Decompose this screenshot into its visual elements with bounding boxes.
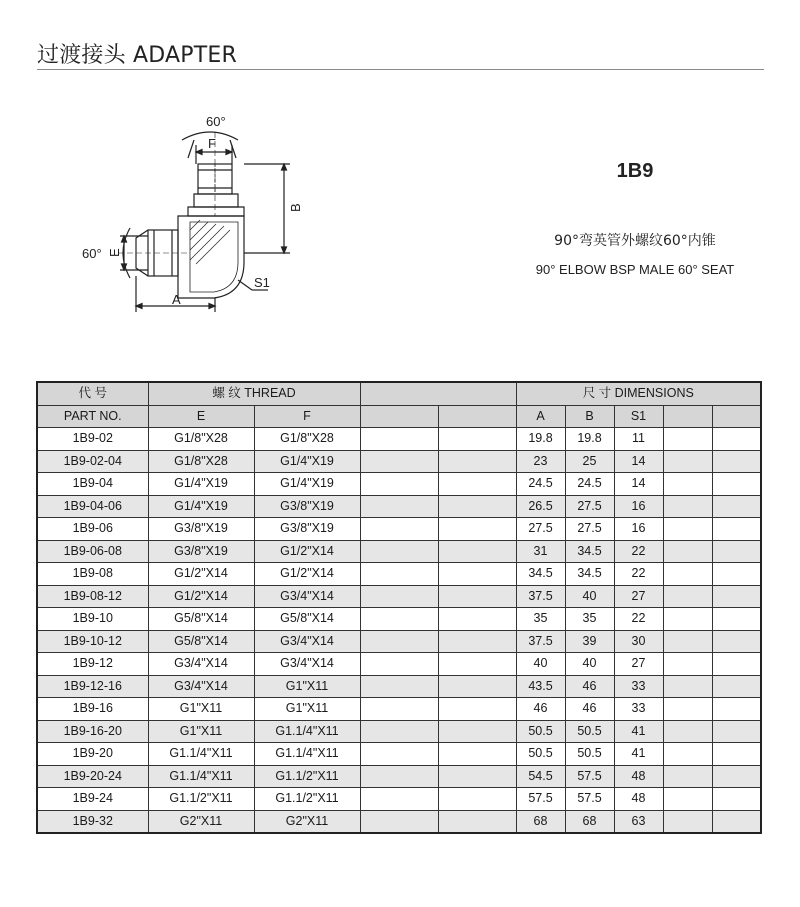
cell-dim-s1: 33 — [614, 698, 663, 721]
cell-blank — [438, 630, 516, 653]
title-divider — [37, 69, 764, 70]
cell-blank — [663, 675, 712, 698]
cell-dim-s1: 30 — [614, 630, 663, 653]
cell-blank — [438, 810, 516, 833]
cell-blank — [712, 720, 761, 743]
cell-blank — [663, 720, 712, 743]
table-row — [37, 608, 761, 631]
cell-dim-a: 27.5 — [516, 518, 565, 541]
cell-blank — [438, 788, 516, 811]
table-row — [37, 698, 761, 721]
cell-dim-a: 43.5 — [516, 675, 565, 698]
cell-dim-s1: 41 — [614, 743, 663, 766]
cell-blank — [360, 743, 438, 766]
cell-blank — [438, 563, 516, 586]
cell-part-no: 1B9-16-20 — [37, 720, 148, 743]
cell-blank — [360, 608, 438, 631]
cell-blank — [712, 630, 761, 653]
header-thread: 螺 纹 THREAD — [148, 382, 360, 405]
cell-blank — [663, 540, 712, 563]
table-row — [37, 765, 761, 788]
cell-dim-s1: 48 — [614, 788, 663, 811]
cell-blank — [663, 765, 712, 788]
cell-blank — [360, 698, 438, 721]
cell-thread-e: G5/8"X14 — [148, 608, 254, 631]
cell-part-no: 1B9-08 — [37, 563, 148, 586]
table-row — [37, 540, 761, 563]
cell-blank — [712, 675, 761, 698]
cell-part-no: 1B9-02-04 — [37, 450, 148, 473]
cell-blank — [360, 540, 438, 563]
cell-thread-e: G3/4"X14 — [148, 675, 254, 698]
cell-part-no: 1B9-12-16 — [37, 675, 148, 698]
spec-table — [36, 381, 762, 834]
table-row — [37, 428, 761, 451]
cell-blank — [712, 765, 761, 788]
cell-dim-s1: 48 — [614, 765, 663, 788]
cell-thread-f: G1/4"X19 — [254, 473, 360, 496]
cell-dim-b: 35 — [565, 608, 614, 631]
cell-blank — [360, 720, 438, 743]
cell-thread-e: G1.1/4"X11 — [148, 743, 254, 766]
cell-blank — [663, 473, 712, 496]
cell-thread-e: G2"X11 — [148, 810, 254, 833]
cell-thread-f: G1/8"X28 — [254, 428, 360, 451]
product-description-cn: 90°弯英管外螺纹60°内锥 — [554, 233, 716, 249]
table-row — [37, 495, 761, 518]
cell-dim-b: 40 — [565, 585, 614, 608]
cell-thread-f: G5/8"X14 — [254, 608, 360, 631]
cell-blank — [712, 428, 761, 451]
cell-blank — [712, 450, 761, 473]
cell-thread-e: G1/2"X14 — [148, 563, 254, 586]
cell-dim-b: 46 — [565, 675, 614, 698]
a-dim-label: A — [172, 292, 181, 307]
cell-dim-a: 37.5 — [516, 630, 565, 653]
header-e: E — [148, 405, 254, 428]
cell-blank — [663, 518, 712, 541]
cell-part-no: 1B9-20-24 — [37, 765, 148, 788]
cell-thread-f: G1"X11 — [254, 675, 360, 698]
table-row — [37, 518, 761, 541]
header-code-cn: 代 号 — [37, 382, 148, 405]
cell-thread-e: G1/8"X28 — [148, 428, 254, 451]
header-dimensions: 尺 寸 DIMENSIONS — [516, 382, 761, 405]
cell-blank — [712, 563, 761, 586]
cell-dim-a: 46 — [516, 698, 565, 721]
cell-dim-b: 25 — [565, 450, 614, 473]
cell-blank — [712, 473, 761, 496]
cell-dim-a: 19.8 — [516, 428, 565, 451]
cell-dim-s1: 14 — [614, 473, 663, 496]
cell-blank — [663, 698, 712, 721]
cell-dim-b: 24.5 — [565, 473, 614, 496]
cell-dim-b: 27.5 — [565, 518, 614, 541]
cell-blank — [438, 450, 516, 473]
cell-blank — [663, 563, 712, 586]
cell-thread-e: G1/4"X19 — [148, 473, 254, 496]
cell-thread-e: G1/8"X28 — [148, 450, 254, 473]
header-blank-cell — [438, 405, 516, 428]
table-header-row-1 — [37, 382, 761, 405]
cell-dim-a: 54.5 — [516, 765, 565, 788]
cell-blank — [360, 765, 438, 788]
cell-dim-a: 37.5 — [516, 585, 565, 608]
cell-dim-b: 34.5 — [565, 540, 614, 563]
cell-dim-a: 23 — [516, 450, 565, 473]
cell-dim-s1: 41 — [614, 720, 663, 743]
table-row — [37, 585, 761, 608]
cell-dim-a: 34.5 — [516, 563, 565, 586]
table-row — [37, 450, 761, 473]
cell-part-no: 1B9-10 — [37, 608, 148, 631]
cell-blank — [360, 585, 438, 608]
elbow-fitting-drawing — [78, 112, 318, 317]
cell-blank — [438, 518, 516, 541]
header-part-no: PART NO. — [37, 405, 148, 428]
cell-thread-e: G1/2"X14 — [148, 585, 254, 608]
cell-dim-s1: 22 — [614, 540, 663, 563]
cell-thread-e: G5/8"X14 — [148, 630, 254, 653]
cell-thread-e: G3/8"X19 — [148, 540, 254, 563]
cell-thread-f: G3/4"X14 — [254, 630, 360, 653]
table-row — [37, 675, 761, 698]
cell-dim-b: 40 — [565, 653, 614, 676]
cell-dim-s1: 27 — [614, 585, 663, 608]
cell-thread-f: G3/4"X14 — [254, 585, 360, 608]
cell-part-no: 1B9-20 — [37, 743, 148, 766]
page-title: 过渡接头 ADAPTER — [37, 43, 237, 68]
cell-thread-f: G1.1/2"X11 — [254, 788, 360, 811]
cell-blank — [360, 810, 438, 833]
cell-thread-f: G2"X11 — [254, 810, 360, 833]
cell-thread-f: G3/4"X14 — [254, 653, 360, 676]
e-dim-label: E — [107, 248, 122, 257]
header-blank — [360, 382, 516, 405]
cell-dim-s1: 22 — [614, 608, 663, 631]
cell-dim-b: 27.5 — [565, 495, 614, 518]
cell-blank — [663, 630, 712, 653]
table-row — [37, 743, 761, 766]
cell-blank — [438, 743, 516, 766]
table-row — [37, 630, 761, 653]
cell-blank — [712, 743, 761, 766]
cell-thread-e: G3/4"X14 — [148, 653, 254, 676]
cell-dim-a: 50.5 — [516, 743, 565, 766]
cell-blank — [438, 608, 516, 631]
table-row — [37, 810, 761, 833]
cell-blank — [360, 630, 438, 653]
cell-blank — [438, 473, 516, 496]
cell-blank — [438, 428, 516, 451]
table-row — [37, 788, 761, 811]
cell-dim-b: 57.5 — [565, 788, 614, 811]
cell-thread-e: G1.1/2"X11 — [148, 788, 254, 811]
cell-dim-b: 46 — [565, 698, 614, 721]
cell-dim-a: 26.5 — [516, 495, 565, 518]
cell-part-no: 1B9-02 — [37, 428, 148, 451]
cell-blank — [712, 698, 761, 721]
table-row — [37, 720, 761, 743]
cell-part-no: 1B9-06-08 — [37, 540, 148, 563]
table-header-row-2 — [37, 405, 761, 428]
cell-blank — [712, 585, 761, 608]
product-description-en: 90° ELBOW BSP MALE 60° SEAT — [535, 262, 735, 277]
cell-part-no: 1B9-04 — [37, 473, 148, 496]
s1-dim-label: S1 — [254, 275, 270, 290]
cell-thread-f: G1.1/2"X11 — [254, 765, 360, 788]
cell-dim-s1: 14 — [614, 450, 663, 473]
cell-blank — [663, 788, 712, 811]
cell-blank — [360, 788, 438, 811]
cell-dim-b: 50.5 — [565, 743, 614, 766]
cell-blank — [360, 563, 438, 586]
cell-dim-s1: 63 — [614, 810, 663, 833]
header-blank-cell — [663, 405, 712, 428]
cell-part-no: 1B9-06 — [37, 518, 148, 541]
cell-blank — [438, 675, 516, 698]
cell-dim-a: 40 — [516, 653, 565, 676]
cell-blank — [360, 495, 438, 518]
cell-blank — [712, 810, 761, 833]
cell-blank — [438, 653, 516, 676]
table-row — [37, 473, 761, 496]
cell-dim-b: 57.5 — [565, 765, 614, 788]
cell-thread-f: G3/8"X19 — [254, 518, 360, 541]
cell-thread-e: G1"X11 — [148, 720, 254, 743]
cell-thread-e: G1.1/4"X11 — [148, 765, 254, 788]
cell-blank — [712, 495, 761, 518]
cell-blank — [438, 765, 516, 788]
cell-blank — [360, 653, 438, 676]
cell-dim-b: 19.8 — [565, 428, 614, 451]
cell-dim-b: 50.5 — [565, 720, 614, 743]
cell-dim-a: 31 — [516, 540, 565, 563]
cell-dim-a: 50.5 — [516, 720, 565, 743]
cell-blank — [712, 788, 761, 811]
cell-dim-s1: 33 — [614, 675, 663, 698]
header-f: F — [254, 405, 360, 428]
cell-thread-f: G1.1/4"X11 — [254, 720, 360, 743]
cell-thread-f: G1/2"X14 — [254, 563, 360, 586]
cell-blank — [663, 810, 712, 833]
cell-part-no: 1B9-04-06 — [37, 495, 148, 518]
cell-blank — [438, 698, 516, 721]
cell-part-no: 1B9-24 — [37, 788, 148, 811]
cell-blank — [663, 428, 712, 451]
cell-blank — [360, 675, 438, 698]
cell-blank — [663, 743, 712, 766]
cell-blank — [663, 608, 712, 631]
cell-thread-f: G1/2"X14 — [254, 540, 360, 563]
cell-dim-b: 34.5 — [565, 563, 614, 586]
angle-top-label: 60° — [206, 114, 226, 129]
cell-dim-b: 39 — [565, 630, 614, 653]
cell-blank — [360, 518, 438, 541]
angle-left-label: 60° — [82, 246, 102, 261]
cell-blank — [438, 495, 516, 518]
cell-part-no: 1B9-16 — [37, 698, 148, 721]
table-row — [37, 653, 761, 676]
cell-dim-a: 24.5 — [516, 473, 565, 496]
cell-dim-s1: 16 — [614, 495, 663, 518]
cell-part-no: 1B9-10-12 — [37, 630, 148, 653]
cell-blank — [438, 720, 516, 743]
header-b: B — [565, 405, 614, 428]
cell-blank — [663, 585, 712, 608]
cell-dim-s1: 22 — [614, 563, 663, 586]
cell-dim-a: 57.5 — [516, 788, 565, 811]
f-dim-label: F — [208, 136, 216, 151]
cell-dim-s1: 11 — [614, 428, 663, 451]
cell-part-no: 1B9-12 — [37, 653, 148, 676]
cell-blank — [438, 585, 516, 608]
cell-thread-f: G1/4"X19 — [254, 450, 360, 473]
header-a: A — [516, 405, 565, 428]
cell-blank — [438, 540, 516, 563]
cell-blank — [360, 450, 438, 473]
cell-blank — [360, 428, 438, 451]
product-code: 1B9 — [616, 160, 654, 182]
cell-thread-f: G1.1/4"X11 — [254, 743, 360, 766]
header-s1: S1 — [614, 405, 663, 428]
header-blank-cell — [360, 405, 438, 428]
cell-blank — [663, 495, 712, 518]
cell-dim-a: 35 — [516, 608, 565, 631]
cell-blank — [663, 653, 712, 676]
cell-dim-s1: 27 — [614, 653, 663, 676]
cell-thread-e: G1"X11 — [148, 698, 254, 721]
cell-thread-e: G3/8"X19 — [148, 518, 254, 541]
cell-part-no: 1B9-08-12 — [37, 585, 148, 608]
cell-dim-s1: 16 — [614, 518, 663, 541]
cell-thread-f: G3/8"X19 — [254, 495, 360, 518]
b-dim-label: B — [288, 203, 303, 212]
cell-thread-e: G1/4"X19 — [148, 495, 254, 518]
table-row — [37, 563, 761, 586]
cell-dim-a: 68 — [516, 810, 565, 833]
cell-thread-f: G1"X11 — [254, 698, 360, 721]
cell-blank — [712, 540, 761, 563]
cell-dim-b: 68 — [565, 810, 614, 833]
cell-blank — [663, 450, 712, 473]
cell-part-no: 1B9-32 — [37, 810, 148, 833]
cell-blank — [712, 518, 761, 541]
cell-blank — [712, 653, 761, 676]
header-blank-cell — [712, 405, 761, 428]
cell-blank — [712, 608, 761, 631]
cell-blank — [360, 473, 438, 496]
